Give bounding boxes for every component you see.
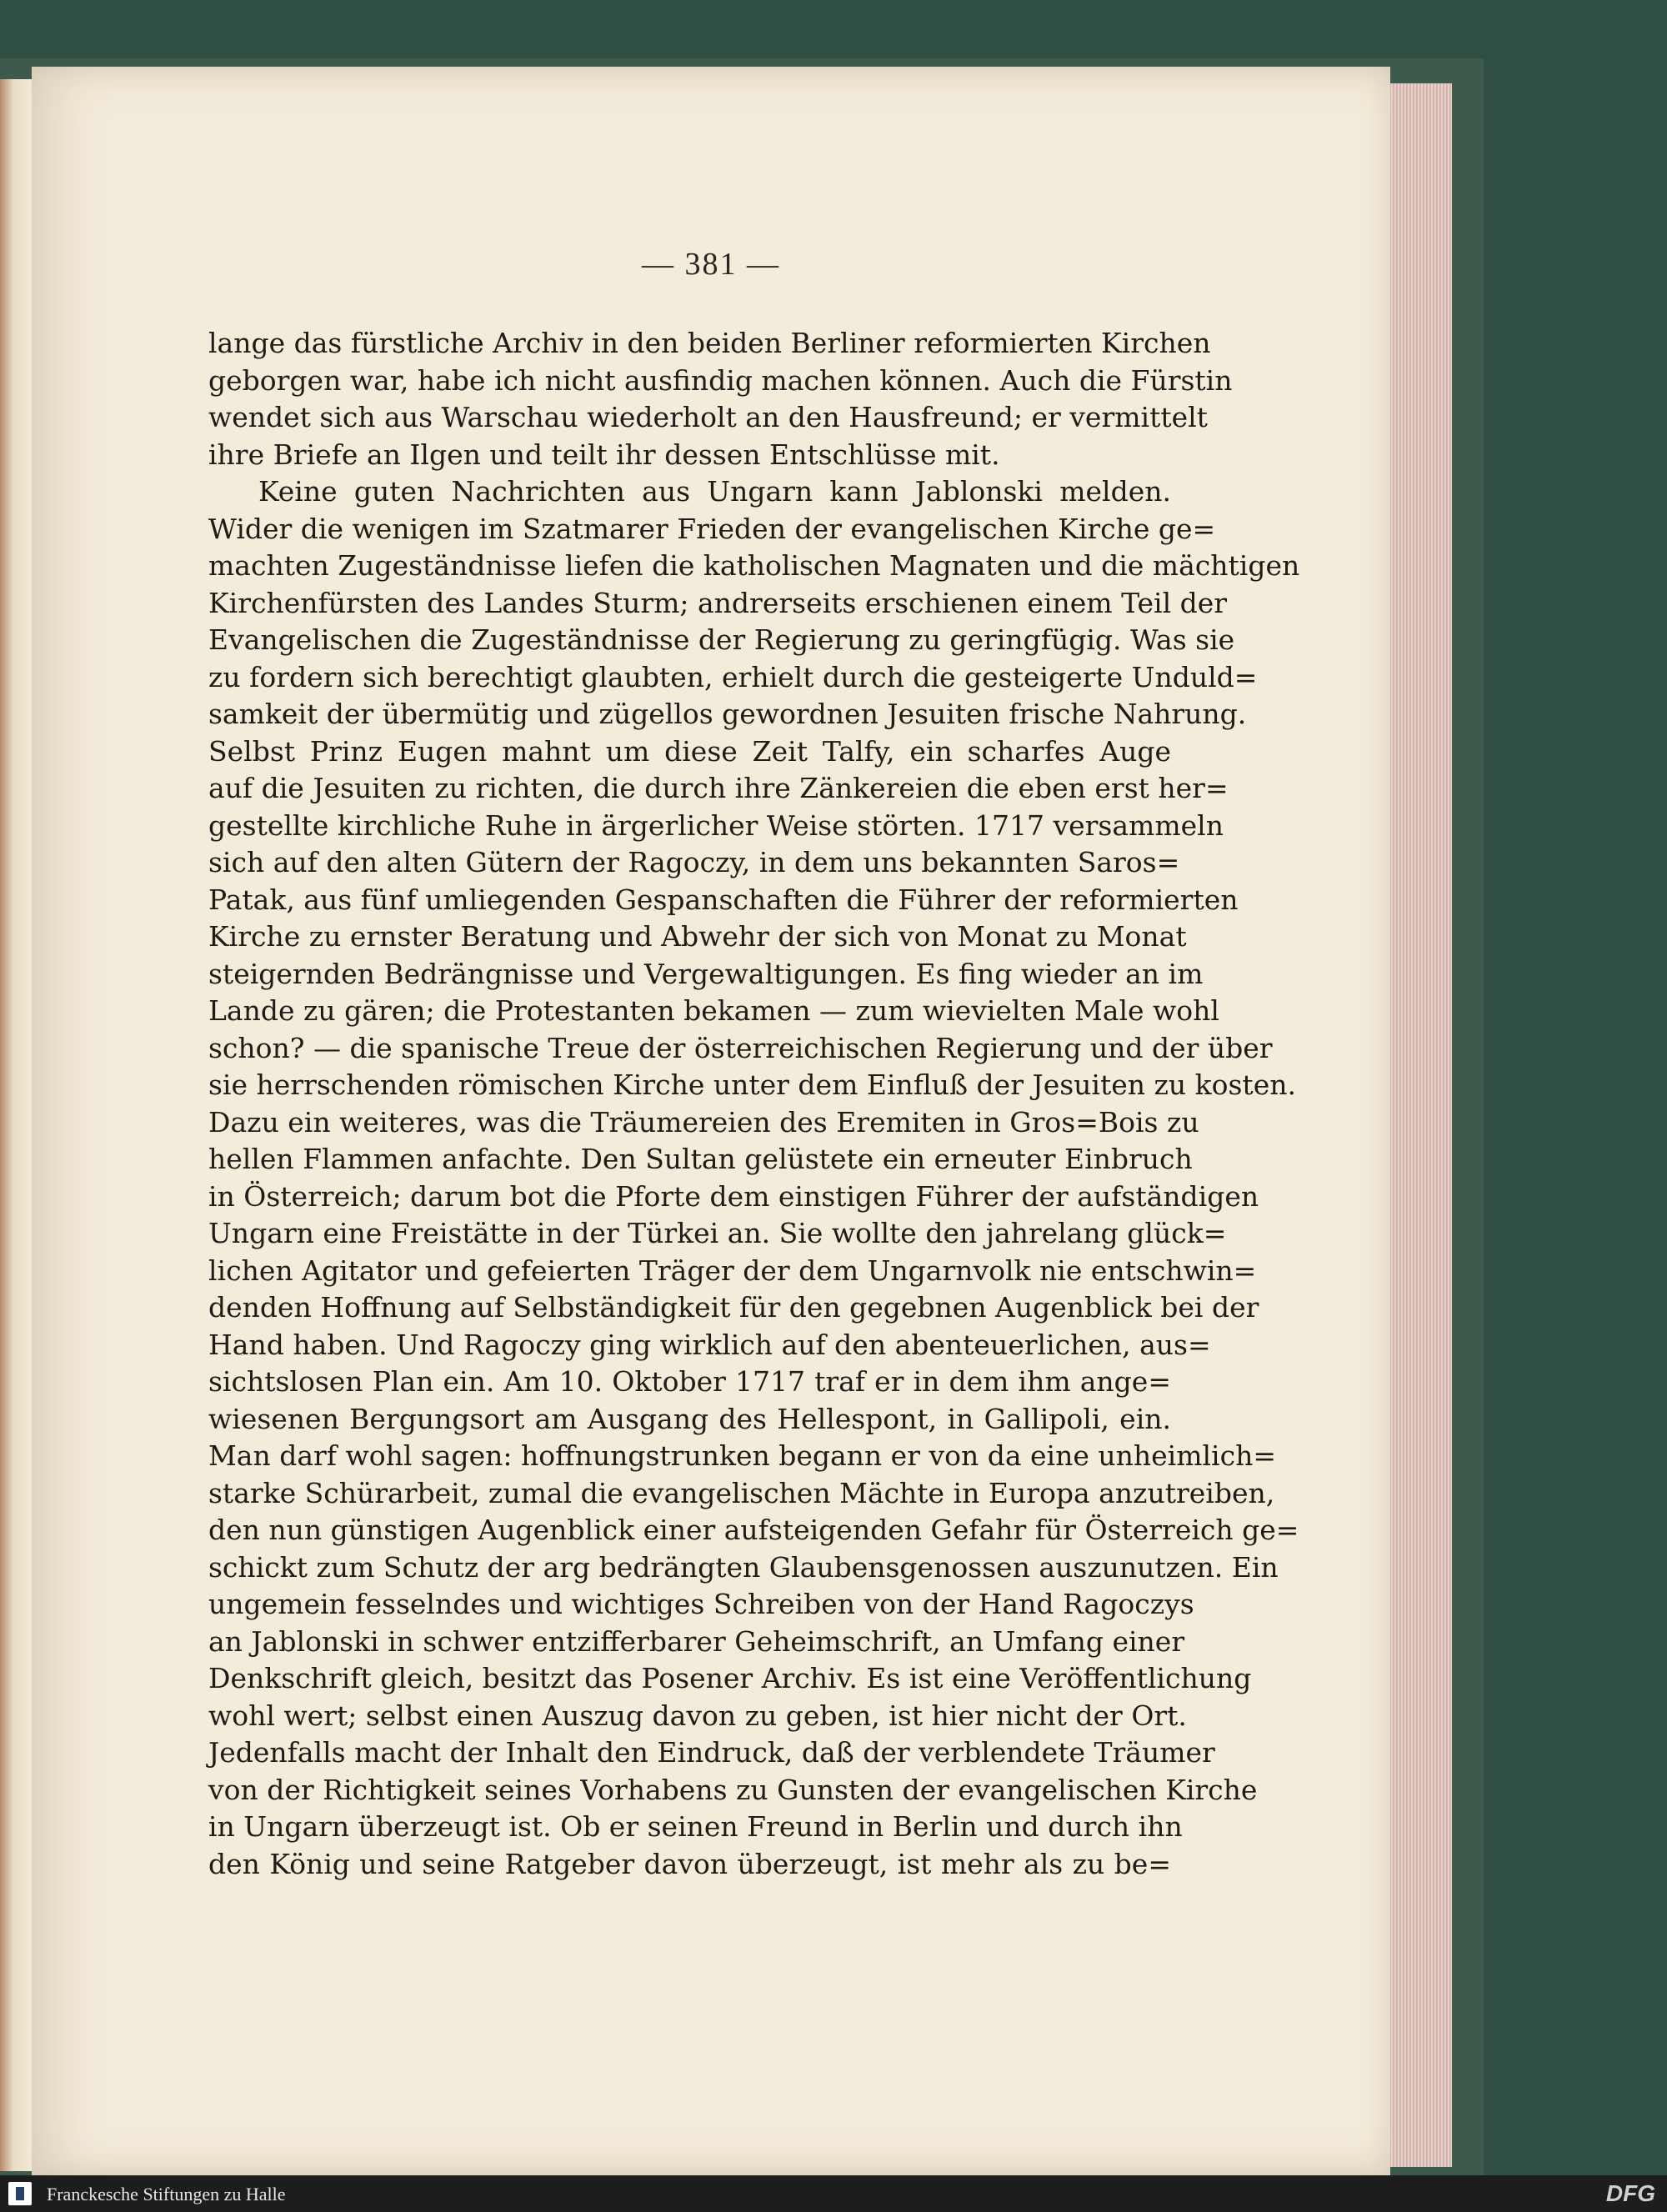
book-page (32, 67, 1390, 2175)
text-line: gestellte kirchliche Ruhe in ärgerlicher Weise störten. 1717 versammeln (208, 808, 1224, 842)
text-line: von der Richtigkeit seines Vorhabens zu Gunsten der evangelischen Kirche (208, 1773, 1258, 1806)
text-line: lange das fürstliche Archiv in den beiden Berliner reformierten Kirchen (208, 327, 1211, 359)
text-line: wiesenen Bergungsort am Ausgang des Hellespont, in Gallipoli, ein. (208, 1402, 1171, 1435)
text-line: geborgen war, habe ich nicht ausfindig machen können. Auch die Fürstin (208, 363, 1233, 397)
text-line: wohl wert; selbst einen Auszug davon zu geben, ist hier nicht der Ort. (208, 1699, 1187, 1732)
text-line: Lande zu gären; die Protestanten bekamen — zum wievielten Male wohl (208, 994, 1219, 1027)
text-line: Jedenfalls macht der Inhalt den Eindruck, daß der verblendete Träumer (208, 1736, 1215, 1769)
text-line: schon? — die spanische Treue der österreichischen Regierung und der über (208, 1031, 1273, 1064)
text-line: Wider die wenigen im Szatmarer Frieden der evangelischen Kirche ge= (208, 512, 1216, 545)
text-line: denden Hoffnung auf Selbständigkeit für den gegebnen Augenblick bei der (208, 1291, 1259, 1324)
text-line: Ungarn eine Freistätte in der Türkei an. Sie wollte den jahrelang glück= (208, 1217, 1227, 1249)
text-line: zu fordern sich berechtigt glaubten, erhielt durch die gesteigerte Unduld= (208, 660, 1258, 693)
footer-institution: Franckesche Stiftungen zu Halle (47, 2184, 286, 2204)
text-line: Evangelischen die Zugeständnisse der Regierung zu geringfügig. Was sie (208, 623, 1235, 656)
text-line: Hand haben. Und Ragoczy ging wirklich auf den abenteuerlichen, aus= (208, 1328, 1211, 1361)
text-line: Denkschrift gleich, besitzt das Posener Archiv. Es ist eine Veröffentlichung (208, 1662, 1252, 1694)
page-stack-edge (1384, 83, 1452, 2167)
text-line: in Ungarn überzeugt ist. Ob er seinen Freund in Berlin und durch ihn (208, 1810, 1183, 1843)
institution-logo-icon (8, 2182, 32, 2205)
text-line: den König und seine Ratgeber davon überzeugt, ist mehr als zu be= (208, 1847, 1171, 1880)
text-line: in Österreich; darum bot die Pforte dem einstigen Führer der aufständigen (208, 1179, 1259, 1213)
text-line: ihre Briefe an Ilgen und teilt ihr dessen Entschlüsse mit. (208, 438, 1000, 471)
text-line: starke Schürarbeit, zumal die evangelischen Mächte in Europa anzutreiben, (208, 1476, 1275, 1509)
text-line: Patak, aus fünf umliegenden Gespanschaften die Führer der reformierten (208, 883, 1239, 916)
footer-bar (0, 2175, 1667, 2212)
text-line: steigernden Bedrängnisse und Vergewaltigungen. Es fing wieder an im (208, 957, 1204, 990)
text-line: ungemein fesselndes und wichtiges Schreiben von der Hand Ragoczys (208, 1588, 1194, 1620)
text-line: an Jablonski in schwer entzifferbarer Geheimschrift, an Umfang einer (208, 1624, 1185, 1658)
text-line: Kirche zu ernster Beratung und Abwehr der sich von Monat zu Monat (208, 920, 1187, 953)
text-line: hellen Flammen anfachte. Den Sultan gelüstete ein erneuter Einbruch (208, 1143, 1193, 1175)
text-line: sichtslosen Plan ein. Am 10. Oktober 1717 traf er in dem ihm ange= (208, 1365, 1171, 1398)
text-line: sich auf den alten Gütern der Ragoczy, in dem uns bekannten Saros= (208, 846, 1180, 878)
text-line: samkeit der übermütig und zügellos gewordnen Jesuiten frische Nahrung. (208, 698, 1247, 730)
text-line: Kirchenfürsten des Landes Sturm; andrerseits erschienen einem Teil der (208, 586, 1228, 619)
text-line: Selbst Prinz Eugen mahnt um diese Zeit Talfy, ein scharfes Auge (208, 734, 1171, 768)
page-number: — 381 — (642, 247, 780, 282)
text-line: wendet sich aus Warschau wiederholt an den Hausfreund; er vermittelt (208, 401, 1208, 433)
text-line: den nun günstigen Augenblick einer aufsteigenden Gefahr für Österreich ge= (208, 1514, 1299, 1546)
left-page-edge (0, 79, 33, 2171)
text-line: lichen Agitator und gefeierten Träger der dem Ungarnvolk nie entschwin= (208, 1254, 1257, 1287)
text-line: Keine guten Nachrichten aus Ungarn kann Jablonski melden. (258, 475, 1171, 508)
text-line: schickt zum Schutz der arg bedrängten Glaubensgenossen auszunutzen. Ein (208, 1550, 1279, 1584)
body-text (208, 325, 1300, 1883)
text-line: Dazu ein weiteres, was die Träumereien des Eremiten in Gros=Bois zu (208, 1105, 1199, 1139)
text-line: Man darf wohl sagen: hoffnungstrunken begann er von da eine unheimlich= (208, 1439, 1276, 1472)
text-line: auf die Jesuiten zu richten, die durch ihre Zänkereien die eben erst her= (208, 772, 1229, 804)
text-line: sie herrschenden römischen Kirche unter dem Einfluß der Jesuiten zu kosten. (208, 1068, 1296, 1101)
text-line: machten Zugeständnisse liefen die katholischen Magnaten und die mächtigen (208, 549, 1300, 582)
footer-brand: DFG (1605, 2180, 1655, 2206)
